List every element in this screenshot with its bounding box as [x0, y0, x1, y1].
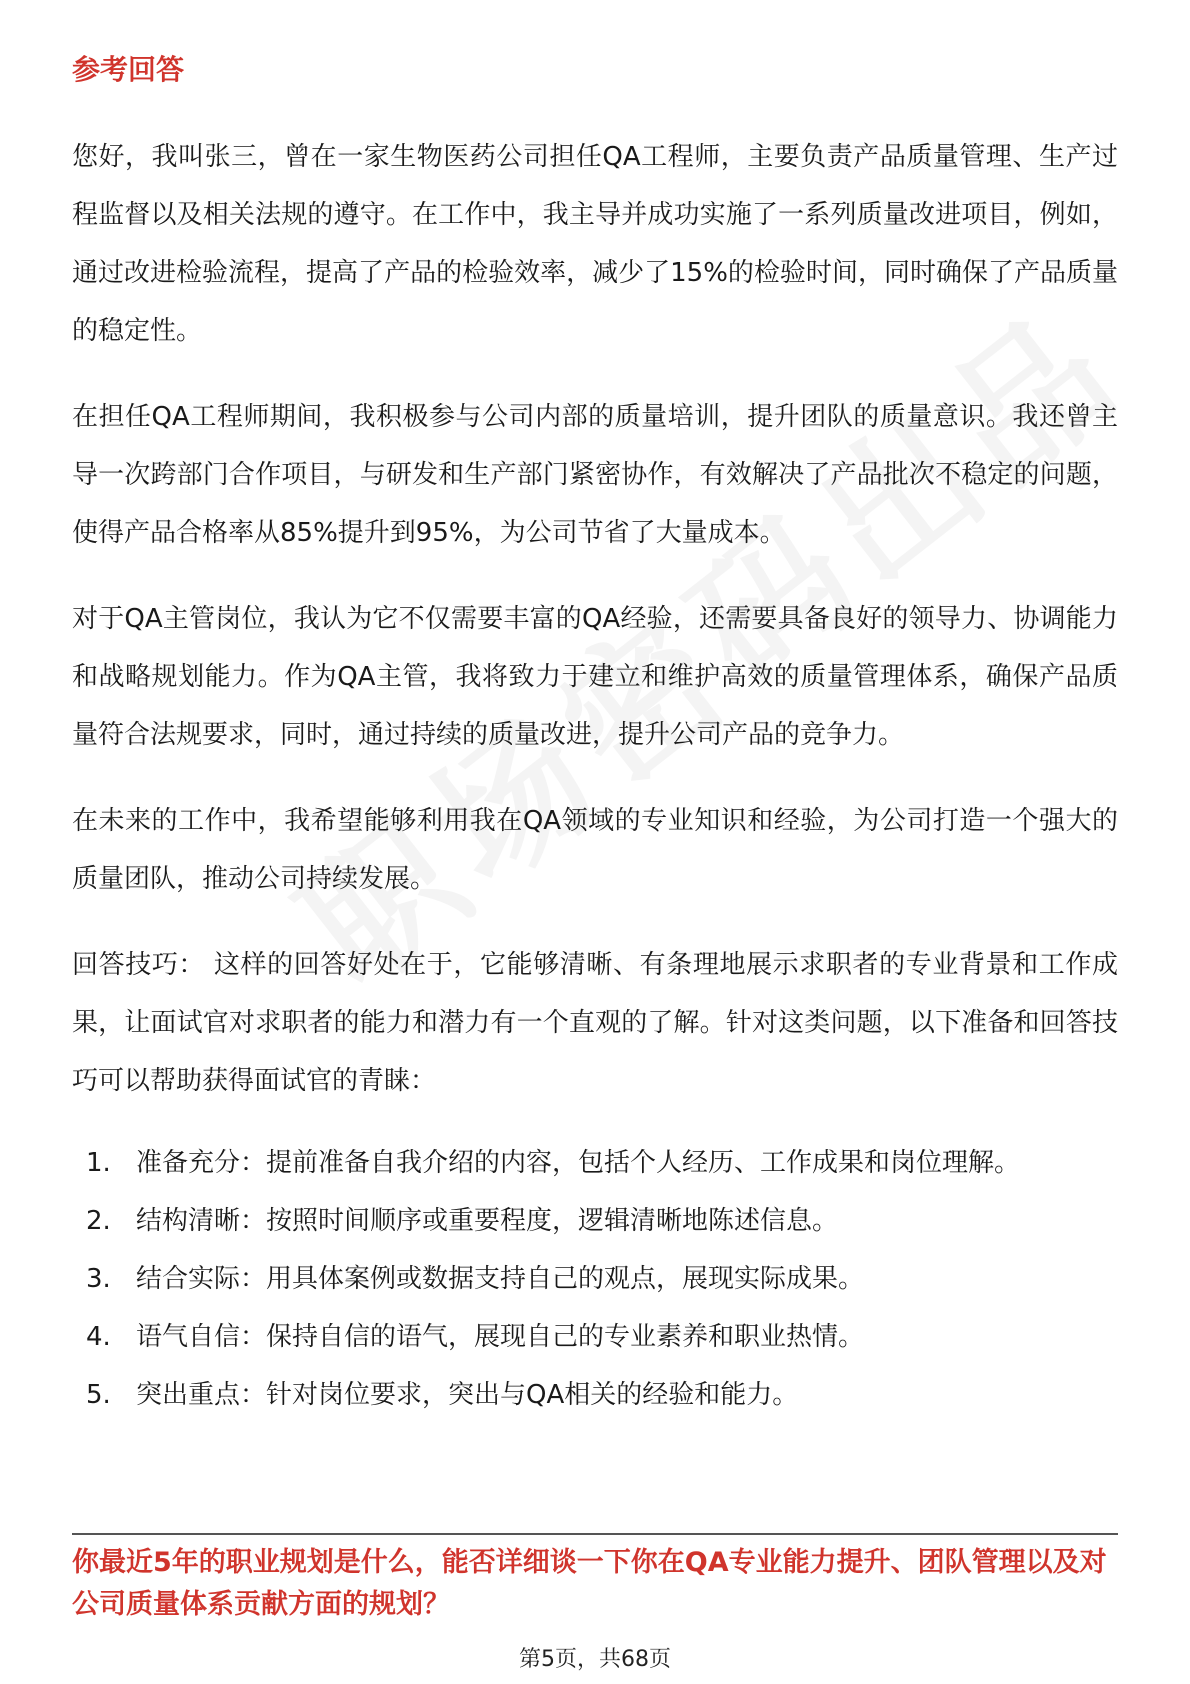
paragraph: 在未来的工作中，我希望能够利用我在QA领域的专业知识和经验，为公司打造一个强大的质量团队，推动公司持续发展。	[72, 806, 1118, 894]
paragraph: 您好，我叫张三，曾在一家生物医药公司担任QA工程师，主要负责产品质量管理、生产过程监督以及相关法规的遵守。在工作中，我主导并成功实施了一系列质量改进项目，例如，通过改进检验流程，提高了产品的检验效率，减少了15%的检验时间，同时确保了产品质量的稳定性。	[72, 142, 1118, 346]
list-item-text: 结构清晰：按照时间顺序或重要程度，逻辑清晰地陈述信息。	[136, 1206, 839, 1236]
list-item	[72, 1134, 1118, 1192]
tips-list	[72, 1134, 1118, 1424]
next-question-heading: 你最近5年的职业规划是什么，能否详细谈一下你在QA专业能力提升、团队管理以及对公司质量体系贡献方面的规划？	[72, 1547, 1107, 1620]
page-footer: 第5页，共68页	[519, 1647, 671, 1672]
section-divider	[72, 1533, 1118, 1535]
list-item	[72, 1308, 1118, 1366]
answer-section	[72, 48, 1118, 1424]
list-item-text: 准备充分：提前准备自我介绍的内容，包括个人经历、工作成果和岗位理解。	[136, 1148, 1021, 1178]
paragraph: 在担任QA工程师期间，我积极参与公司内部的质量培训，提升团队的质量意识。我还曾主导一次跨部门合作项目，与研发和生产部门紧密协作，有效解决了产品批次不稳定的问题，使得产品合格率从85%提升到95%，为公司节省了大量成本。	[72, 402, 1118, 548]
list-item	[72, 1366, 1118, 1424]
paragraph: 对于QA主管岗位，我认为它不仅需要丰富的QA经验，还需要具备良好的领导力、协调能力和战略规划能力。作为QA主管，我将致力于建立和维护高效的质量管理体系，确保产品质量符合法规要求，同时，通过持续的质量改进，提升公司产品的竞争力。	[72, 604, 1118, 750]
list-number: 1.	[86, 1148, 111, 1178]
list-item	[72, 1250, 1118, 1308]
list-number: 5.	[86, 1380, 111, 1410]
list-item-text: 结合实际：用具体案例或数据支持自己的观点，展现实际成果。	[136, 1264, 865, 1294]
list-number: 2.	[86, 1206, 111, 1236]
section-title: 参考回答	[72, 53, 185, 86]
tips-intro-paragraph: 回答技巧： 这样的回答好处在于，它能够清晰、有条理地展示求职者的专业背景和工作成果，让面试官对求职者的能力和潜力有一个直观的了解。针对这类问题，以下准备和回答技巧可以帮助获得面试官的青睐：	[72, 950, 1118, 1096]
list-item-text: 语气自信：保持自信的语气，展现自己的专业素养和职业热情。	[136, 1322, 865, 1352]
list-number: 3.	[86, 1264, 111, 1294]
list-item	[72, 1192, 1118, 1250]
list-item-text: 突出重点：针对岗位要求，突出与QA相关的经验和能力。	[136, 1380, 799, 1410]
list-number: 4.	[86, 1322, 111, 1352]
